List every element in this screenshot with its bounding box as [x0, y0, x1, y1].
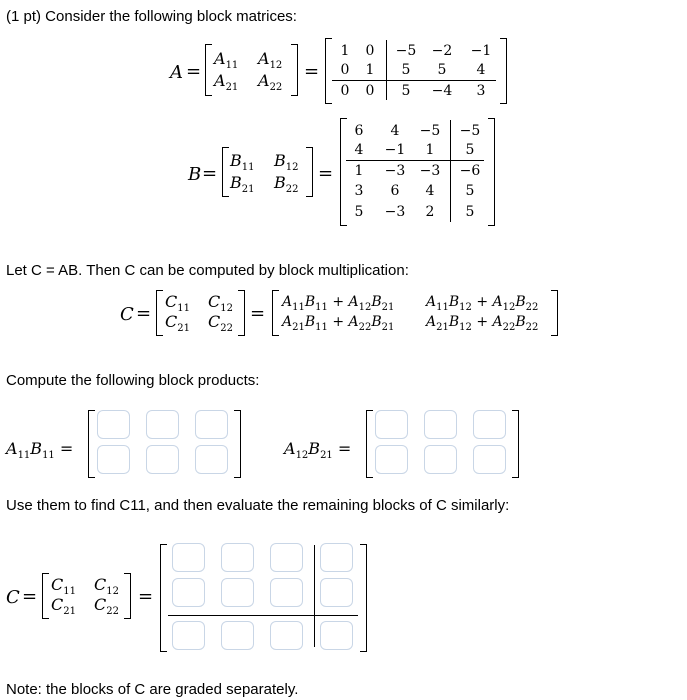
answer-input[interactable] [146, 410, 179, 439]
block-b22: $B_{22}$ [274, 173, 299, 196]
matrix-entry: 4 [425, 183, 435, 199]
matrix-entry: 1 [354, 163, 364, 179]
equals-sign: = [304, 61, 320, 82]
partition-line [346, 160, 484, 161]
right-bracket [234, 410, 241, 478]
matrix-entry: 3 [354, 183, 364, 199]
left-bracket [88, 410, 95, 478]
answer-input[interactable] [424, 445, 457, 474]
answer-input[interactable] [320, 578, 353, 607]
block-c21: $C_{21}$ [51, 595, 76, 618]
equals-sign: = [22, 586, 38, 607]
answer-input[interactable] [375, 410, 408, 439]
matrix-entry: 2 [425, 204, 435, 220]
matrix-entry: −1 [470, 43, 492, 59]
equals-sign: = [186, 61, 202, 82]
matrix-entry: 5 [437, 62, 447, 78]
matrix-entry: −5 [419, 123, 441, 139]
answer-input[interactable] [221, 543, 254, 572]
block-c11: $C_{11}$ [51, 575, 76, 598]
formula-c12: $A_{11}B_{12} + A_{12}B_{22}$ [426, 294, 539, 313]
equals-sign: = [250, 303, 266, 324]
matrix-entry: −4 [431, 83, 453, 99]
matrix-entry: −3 [384, 204, 406, 220]
block-c21: $C_{21}$ [165, 312, 190, 335]
matrix-entry: 6 [354, 123, 364, 139]
formula-c22: $A_{21}B_{12} + A_{22}B_{22}$ [426, 314, 539, 333]
left-bracket [222, 147, 229, 197]
answer-input[interactable] [146, 445, 179, 474]
right-bracket [238, 290, 245, 336]
product1-label: $A_{11}B_{11}$ = [6, 439, 74, 462]
block-b21: $B_{21}$ [230, 173, 255, 196]
matrix-entry: 5 [465, 183, 475, 199]
block-c22: $C_{22}$ [94, 595, 119, 618]
answer-input[interactable] [221, 621, 254, 650]
answer-input[interactable] [320, 621, 353, 650]
intro-text: (1 pt) Consider the following block matrices: [6, 8, 297, 25]
matrix-entry: 1 [365, 62, 375, 78]
right-bracket [512, 410, 519, 478]
left-bracket [156, 290, 163, 336]
matrix-entry: 0 [365, 43, 375, 59]
matrix-entry: 5 [465, 142, 475, 158]
compute-text: Compute the following block products: [6, 372, 260, 389]
answer-input[interactable] [424, 410, 457, 439]
block-a11: $A_{11}$ [214, 49, 239, 72]
answer-input[interactable] [375, 445, 408, 474]
right-bracket [306, 147, 313, 197]
equals-sign: = [136, 303, 152, 324]
partition-line [332, 80, 496, 81]
matrix-entry: 4 [476, 62, 486, 78]
answer-input[interactable] [270, 621, 303, 650]
answer-input[interactable] [172, 543, 205, 572]
matrix-entry: 3 [476, 83, 486, 99]
right-bracket [124, 573, 131, 619]
answer-input[interactable] [195, 410, 228, 439]
block-a22: $A_{22}$ [258, 71, 283, 94]
answer-input[interactable] [221, 578, 254, 607]
matrix-entry: 1 [425, 142, 435, 158]
matrix-entry: 5 [354, 204, 364, 220]
let-text: Let C = AB. Then C can be computed by block multiplication: [6, 262, 409, 279]
partition-line [168, 615, 358, 616]
matrix-entry: 4 [354, 142, 364, 158]
answer-input[interactable] [473, 445, 506, 474]
matrix-entry: 5 [401, 83, 411, 99]
block-b11: $B_{11}$ [230, 151, 255, 174]
block-c12: $C_{12}$ [208, 292, 233, 315]
matrix-entry: −3 [419, 163, 441, 179]
block-a12: $A_{12}$ [258, 49, 283, 72]
answer-input[interactable] [320, 543, 353, 572]
block-b12: $B_{12}$ [274, 151, 299, 174]
answer-input[interactable] [97, 445, 130, 474]
partition-line [386, 40, 387, 100]
block-c12: $C_{12}$ [94, 575, 119, 598]
note-text: Note: the blocks of C are graded separately. [6, 681, 299, 698]
right-bracket [551, 290, 558, 336]
partition-line [450, 120, 451, 222]
right-bracket [500, 38, 507, 104]
right-bracket [488, 118, 495, 226]
formula-c11: $A_{11}B_{11} + A_{12}B_{21}$ [282, 294, 395, 313]
right-bracket [291, 44, 298, 96]
left-bracket [205, 44, 212, 96]
matrix-entry: 5 [401, 62, 411, 78]
matrix-entry: −2 [431, 43, 453, 59]
left-bracket [160, 544, 167, 652]
matrix-c-name: C [6, 587, 20, 608]
equals-sign: = [318, 163, 334, 184]
answer-input[interactable] [195, 445, 228, 474]
matrix-entry: −1 [384, 142, 406, 158]
matrix-entry: 0 [365, 83, 375, 99]
formula-c21: $A_{21}B_{11} + A_{22}B_{21}$ [282, 314, 395, 333]
use-text: Use them to find C11, and then evaluate the remaining blocks of C similarly: [6, 497, 510, 514]
block-c11: $C_{11}$ [165, 292, 190, 315]
matrix-entry: 5 [465, 204, 475, 220]
matrix-entry: 6 [390, 183, 400, 199]
block-c22: $C_{22}$ [208, 312, 233, 335]
answer-input[interactable] [97, 410, 130, 439]
matrix-entry: 0 [340, 83, 350, 99]
matrix-entry: 0 [340, 62, 350, 78]
matrix-c-name: C [120, 304, 134, 325]
left-bracket [272, 290, 279, 336]
matrix-entry: −3 [384, 163, 406, 179]
matrix-entry: −5 [395, 43, 417, 59]
left-bracket [42, 573, 49, 619]
answer-input[interactable] [270, 578, 303, 607]
product2-label: $A_{12}B_{21}$ = [284, 439, 352, 462]
matrix-entry: −6 [459, 163, 481, 179]
right-bracket [360, 544, 367, 652]
partition-line [314, 545, 315, 647]
left-bracket [366, 410, 373, 478]
matrix-entry: 1 [340, 43, 350, 59]
equals-sign: = [202, 163, 218, 184]
matrix-b-name: B [188, 164, 202, 185]
equals-sign: = [138, 586, 154, 607]
matrix-entry: 4 [390, 123, 400, 139]
block-a21: $A_{21}$ [214, 71, 239, 94]
answer-input[interactable] [473, 410, 506, 439]
answer-input[interactable] [270, 543, 303, 572]
answer-input[interactable] [172, 578, 205, 607]
matrix-a-name: A [170, 62, 183, 83]
answer-input[interactable] [172, 621, 205, 650]
matrix-entry: −5 [459, 123, 481, 139]
